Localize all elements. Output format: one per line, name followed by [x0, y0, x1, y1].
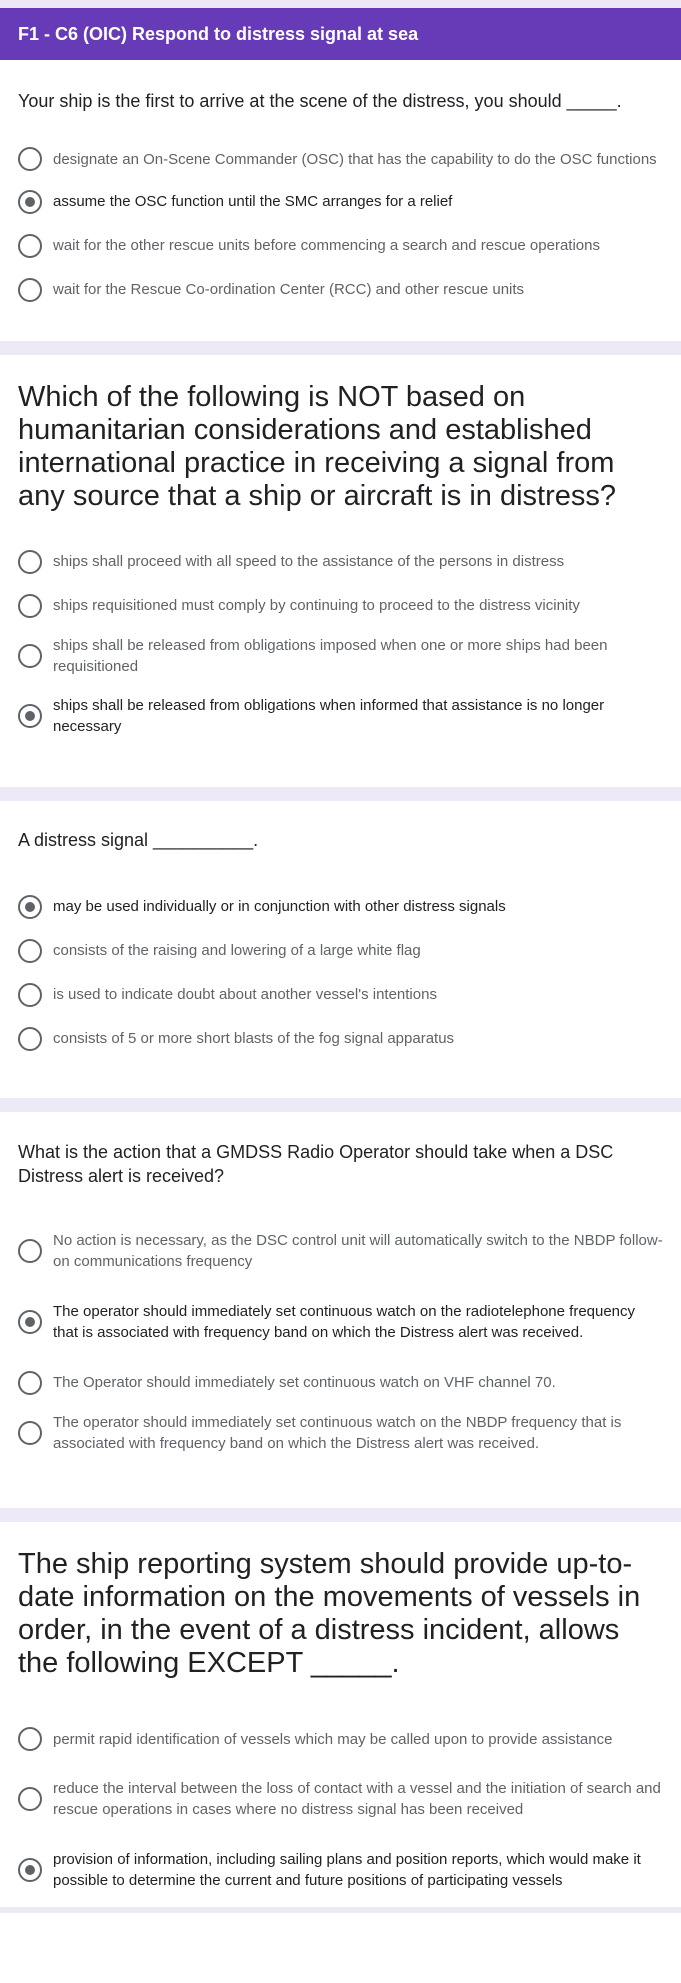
answer-option[interactable]: [18, 1718, 663, 1760]
radio-button-checked[interactable]: [18, 895, 42, 919]
option-label: wait for the other rescue units before commencing a search and rescue operations: [53, 237, 600, 254]
answer-option[interactable]: [18, 279, 663, 300]
option-label: reduce the interval between the loss of contact with a vessel and the initiation of search and rescue operations in cases where no distress signal has been received: [53, 1780, 661, 1818]
question-text: Your ship is the first to arrive at the scene of the distress, you should _____.: [18, 91, 622, 111]
answer-option[interactable]: [18, 1372, 663, 1393]
radio-button[interactable]: [18, 939, 42, 963]
answer-option[interactable]: [18, 138, 663, 180]
option-label: designate an On-Scene Commander (OSC) that has the capability to do the OSC functions: [53, 150, 657, 168]
answer-option[interactable]: [18, 1290, 663, 1353]
radio-button-checked[interactable]: [18, 1310, 42, 1334]
option-label: The Operator should immediately set continuous watch on VHF channel 70.: [53, 1374, 556, 1391]
radio-button[interactable]: [18, 234, 42, 258]
question-text: What is the action that a GMDSS Radio Operator should take when a DSC Distress alert is received?: [18, 1142, 614, 1186]
answer-option[interactable]: [18, 235, 663, 256]
radio-button-checked[interactable]: [18, 1858, 42, 1882]
option-label: permit rapid identification of vessels which may be called upon to provide assistance: [53, 1730, 613, 1748]
answer-option[interactable]: [18, 984, 663, 1005]
answer-option[interactable]: [18, 695, 663, 737]
answer-option[interactable]: [18, 551, 663, 572]
question-text: Which of the following is NOT based on humanitarian considerations and established international practice in receiving a signal from any source that a ship or aircraft is in distress?: [18, 381, 616, 512]
option-label: consists of the raising and lowering of a large white flag: [53, 942, 421, 959]
question-text: The ship reporting system should provide up-to-date information on the movements of vessels in order, in the event of a distress incident, allows the following EXCEPT _____.: [18, 1548, 641, 1679]
top-accent-strip: [0, 0, 681, 8]
answer-option[interactable]: [18, 1838, 663, 1901]
radio-button[interactable]: [18, 1371, 42, 1395]
radio-button[interactable]: [18, 1421, 42, 1445]
answer-option[interactable]: [18, 1778, 663, 1820]
section-divider: [0, 787, 681, 801]
answer-option[interactable]: [18, 595, 663, 616]
radio-button[interactable]: [18, 278, 42, 302]
question-1: [0, 60, 681, 341]
answer-option[interactable]: [18, 940, 663, 961]
form-title: F1 - C6 (OIC) Respond to distress signal at sea: [18, 23, 419, 44]
answer-option[interactable]: [18, 1412, 663, 1454]
radio-button[interactable]: [18, 983, 42, 1007]
option-label: provision of information, including sailing plans and position reports, which would make it possible to determine the current and future positions of participating vessels: [53, 1850, 641, 1889]
option-label: is used to indicate doubt about another vessel's intentions: [53, 986, 437, 1003]
radio-button-checked[interactable]: [18, 190, 42, 214]
option-label: The operator should immediately set continuous watch on the radiotelephone frequency that is associated with frequency band on which the Distress alert was received.: [53, 1302, 636, 1341]
section-divider: [0, 1098, 681, 1112]
radio-button[interactable]: [18, 594, 42, 618]
question-text: A distress signal __________.: [18, 830, 259, 850]
answer-option[interactable]: [18, 635, 663, 677]
question-4: [0, 1112, 681, 1508]
option-label: ships shall proceed with all speed to the assistance of the persons in distress: [53, 553, 565, 570]
question-3: [0, 801, 681, 1098]
option-label: No action is necessary, as the DSC control unit will automatically switch to the NBDP follow-on communications frequency: [53, 1232, 663, 1270]
question-5: [0, 1522, 681, 1907]
radio-button[interactable]: [18, 147, 42, 171]
option-label: The operator should immediately set continuous watch on the NBDP frequency that is associated with frequency band on which the Distress alert was received.: [53, 1414, 622, 1452]
radio-button[interactable]: [18, 1239, 42, 1263]
answer-option[interactable]: [18, 896, 663, 917]
answer-option[interactable]: [18, 1028, 663, 1049]
option-label: consists of 5 or more short blasts of the fog signal apparatus: [53, 1030, 455, 1047]
option-label: wait for the Rescue Co-ordination Center (RCC) and other rescue units: [53, 281, 525, 298]
form-header: [0, 8, 681, 60]
radio-button[interactable]: [18, 644, 42, 668]
radio-button[interactable]: [18, 1787, 42, 1811]
section-divider: [0, 1508, 681, 1522]
answer-option[interactable]: [18, 191, 663, 212]
option-label: ships shall be released from obligations when informed that assistance is no longer necessary: [53, 697, 605, 735]
answer-option[interactable]: [18, 1230, 663, 1272]
question-2: [0, 355, 681, 787]
radio-button[interactable]: [18, 1727, 42, 1751]
radio-button-checked[interactable]: [18, 704, 42, 728]
radio-button[interactable]: [18, 550, 42, 574]
radio-button[interactable]: [18, 1027, 42, 1051]
option-label: ships requisitioned must comply by continuing to proceed to the distress vicinity: [53, 597, 580, 614]
section-divider: [0, 341, 681, 355]
option-label: ships shall be released from obligations imposed when one or more ships had been requisitioned: [53, 637, 608, 675]
option-label: assume the OSC function until the SMC arranges for a relief: [53, 193, 453, 210]
option-label: may be used individually or in conjunction with other distress signals: [53, 898, 506, 915]
section-divider: [0, 1907, 681, 1913]
